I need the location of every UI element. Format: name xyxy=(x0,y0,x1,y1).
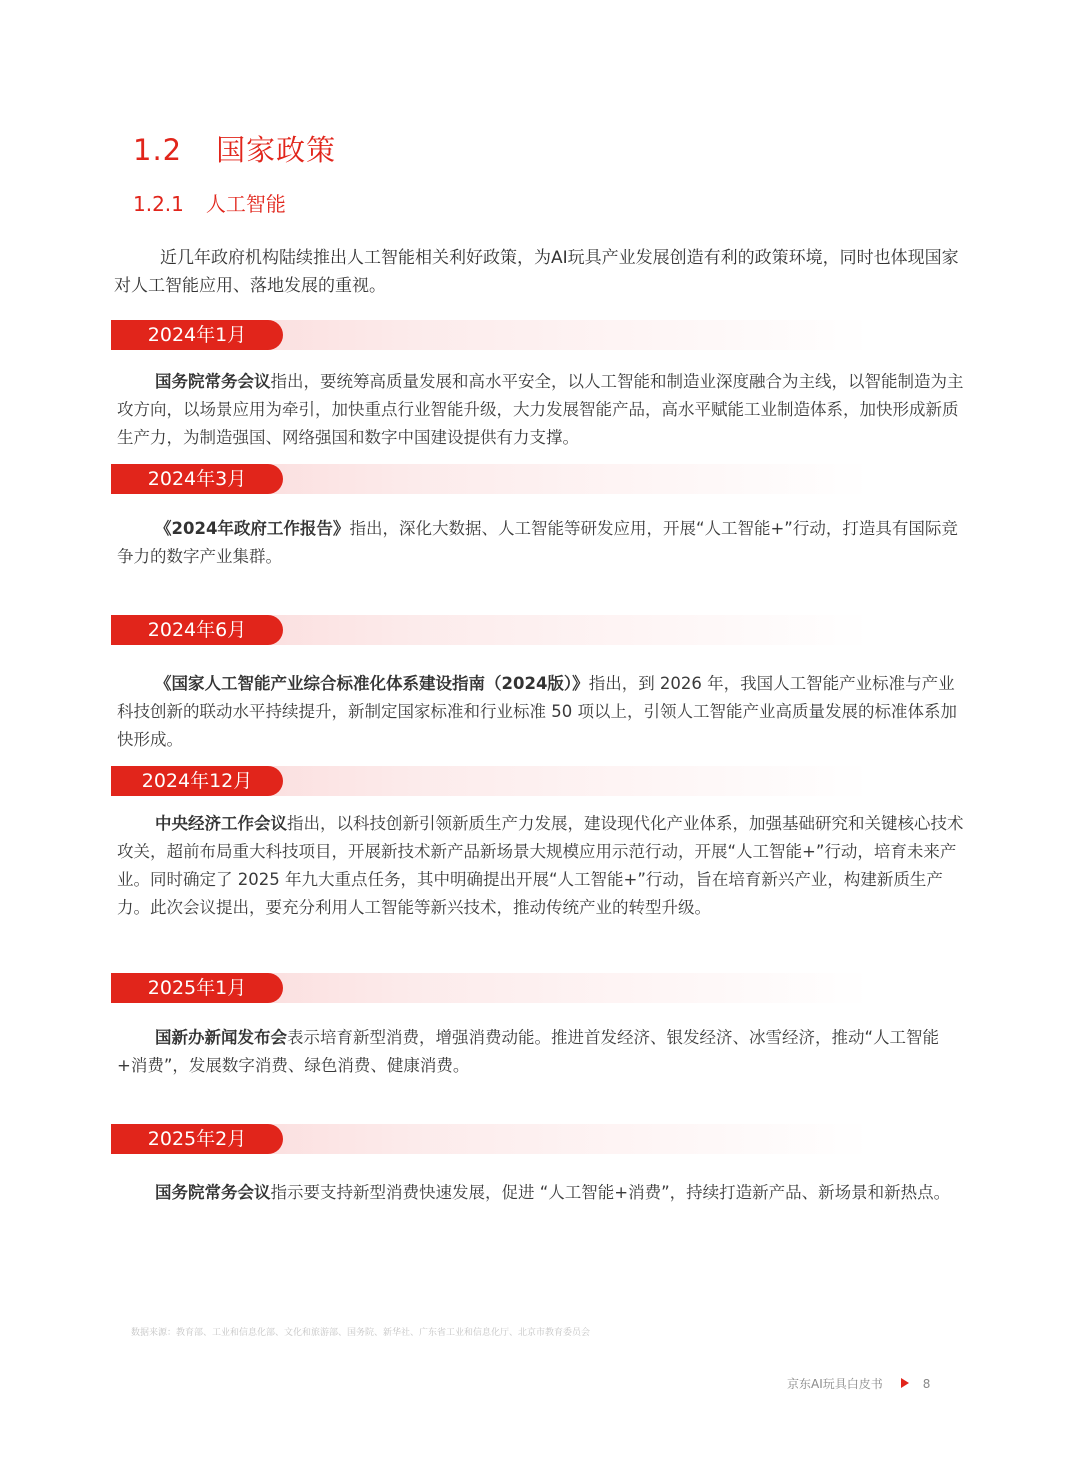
policy-text: 指出，以科技创新引领新质生产力发展，建设现代化产业体系，加强基础研究和关键核心技术攻关，超前布局重大科技项目，开展新技术新产品新场景大规模应用示范行动，开展“人工智能+”行动，培育未来产业。同时确定了 2025 年九大重点任务，其中明确提出开展“人工智能+”行动，旨在培育新兴产业，构建新质生产力。此次会议提出，要充分利用人工智能等新兴技术，推动传统产业的转型升级。 xyxy=(117,814,964,917)
policy-source: 《国家人工智能产业综合标准化体系建设指南（2024版）》 xyxy=(155,674,589,693)
subsection-title: 人工智能 xyxy=(205,192,286,216)
date-label: 2025年2月 xyxy=(111,1124,283,1154)
page-footer xyxy=(787,1375,930,1392)
policy-paragraph xyxy=(117,1024,965,1080)
subsection-number: 1.2.1 xyxy=(133,192,184,216)
book-title: 京东AI玩具白皮书 xyxy=(787,1377,883,1391)
intro-paragraph: 近几年政府机构陆续推出人工智能相关利好政策，为AI玩具产业发展创造有利的政策环境，同时也体现国家对人工智能应用、落地发展的重视。 xyxy=(114,248,959,296)
policy-paragraph xyxy=(117,670,965,754)
date-label: 2025年1月 xyxy=(111,973,283,1003)
section-title: 国家政策 xyxy=(216,133,337,167)
date-banner xyxy=(111,766,871,796)
section-number: 1.2 xyxy=(133,133,183,167)
page-number: 8 xyxy=(922,1377,931,1391)
policy-text: 指出，到 2026 年，我国人工智能产业标准与产业科技创新的联动水平持续提升，新制定国家标准和行业标准 50 项以上，引领人工智能产业高质量发展的标准体系加快形成。 xyxy=(117,674,957,749)
date-label: 2024年12月 xyxy=(111,766,283,796)
policy-source: 国新办新闻发布会 xyxy=(155,1028,287,1047)
policy-paragraph xyxy=(117,1179,965,1207)
policy-source: 《2024年政府工作报告》 xyxy=(155,519,350,538)
data-source-note: 数据来源：教育部、工业和信息化部、文化和旅游部、国务院、新华社、广东省工业和信息化厅、北京市教育委员会 xyxy=(131,1328,591,1338)
date-banner xyxy=(111,464,871,494)
policy-paragraph xyxy=(117,515,965,571)
play-triangle-icon xyxy=(901,1378,909,1388)
policy-source: 国务院常务会议 xyxy=(155,1183,271,1202)
policy-paragraph xyxy=(117,368,965,452)
date-banner xyxy=(111,973,871,1003)
policy-source: 中央经济工作会议 xyxy=(155,814,287,833)
date-label: 2024年6月 xyxy=(111,615,283,645)
policy-text: 表示培育新型消费，增强消费动能。推进首发经济、银发经济、冰雪经济，推动“人工智能+消费”，发展数字消费、绿色消费、健康消费。 xyxy=(117,1028,940,1075)
policy-source: 国务院常务会议 xyxy=(155,372,271,391)
section-heading xyxy=(133,128,336,169)
policy-text: 指出，深化大数据、人工智能等研发应用，开展“人工智能+”行动，打造具有国际竞争力的数字产业集群。 xyxy=(117,519,958,566)
date-banner xyxy=(111,320,871,350)
subsection-heading xyxy=(133,188,286,217)
date-label: 2024年3月 xyxy=(111,464,283,494)
policy-text: 指出，要统筹高质量发展和高水平安全，以人工智能和制造业深度融合为主线，以智能制造为主攻方向，以场景应用为牵引，加快重点行业智能升级，大力发展智能产品，高水平赋能工业制造体系，加快形成新质生产力，为制造强国、网络强国和数字中国建设提供有力支撑。 xyxy=(117,372,964,447)
date-banner xyxy=(111,1124,871,1154)
date-banner xyxy=(111,615,871,645)
policy-text: 指示要支持新型消费快速发展，促进 “人工智能+消费”，持续打造新产品、新场景和新热点。 xyxy=(270,1183,951,1202)
date-label: 2024年1月 xyxy=(111,320,283,350)
policy-paragraph xyxy=(117,810,965,922)
